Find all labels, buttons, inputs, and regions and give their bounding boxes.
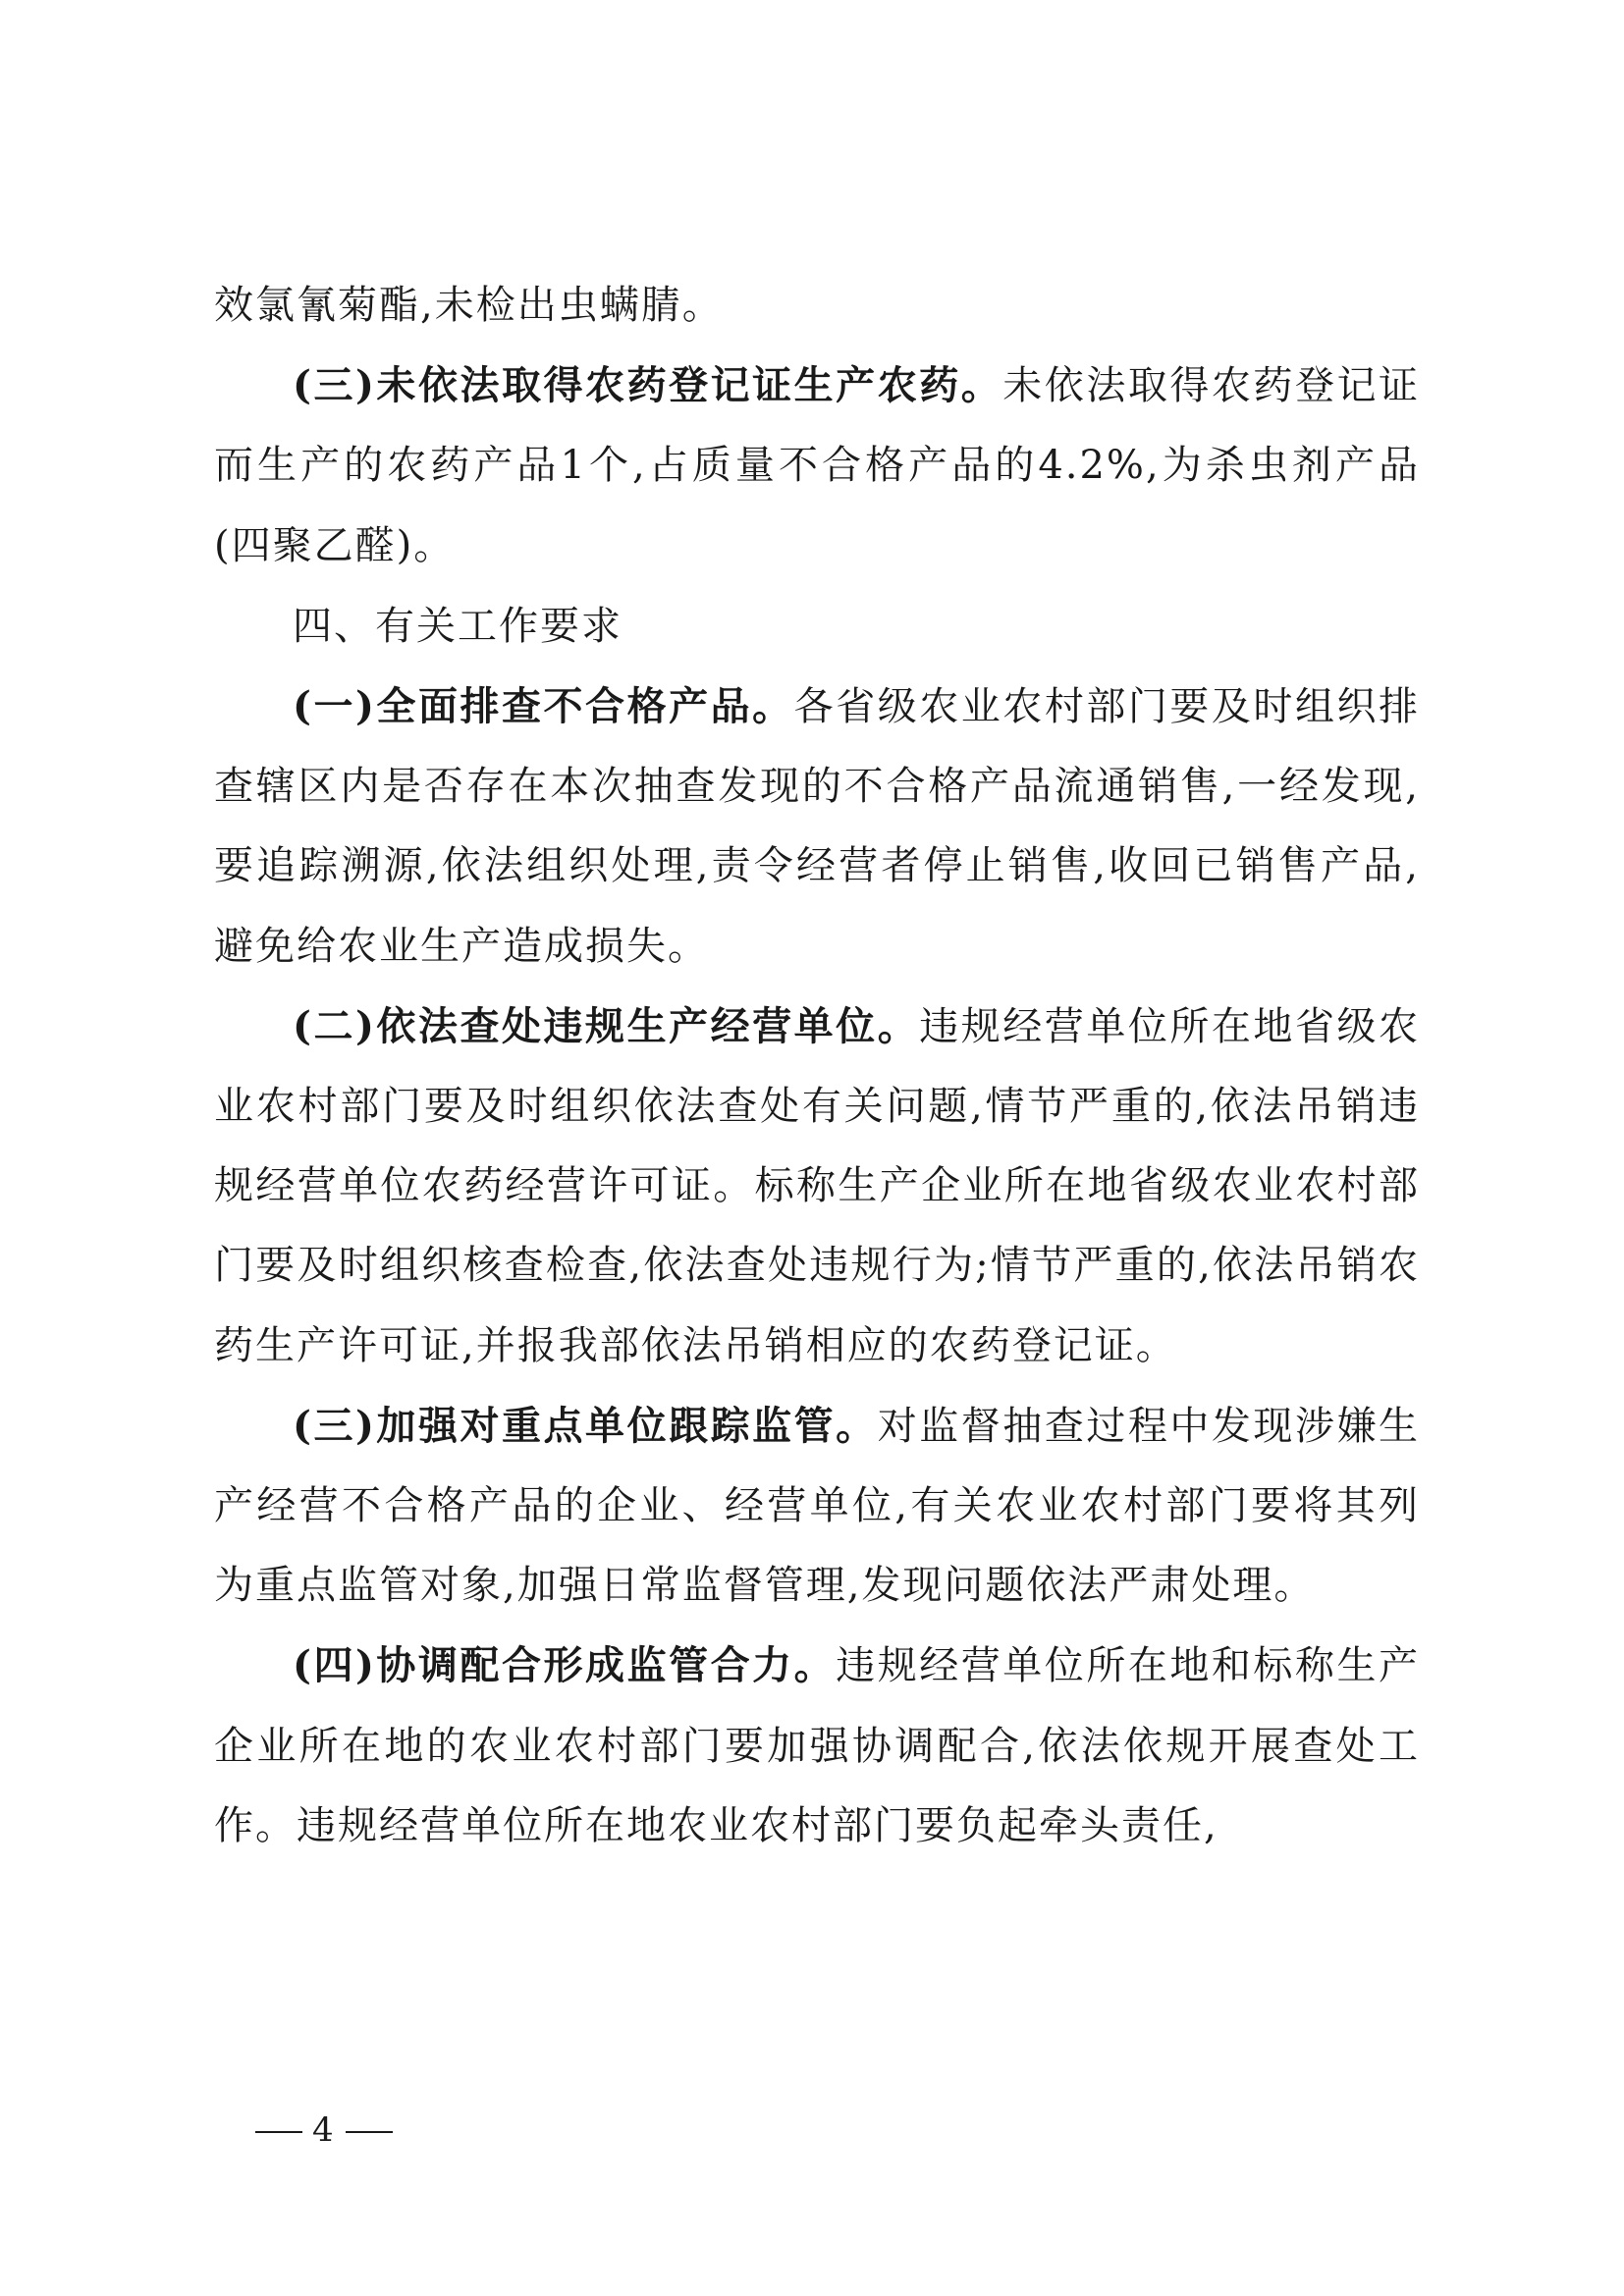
document-body	[214, 265, 1420, 1866]
page-footer	[245, 2110, 403, 2150]
footer-dash-right	[346, 2131, 393, 2133]
paragraph-lead: (三)未依法取得农药登记证生产农药。	[293, 362, 1003, 409]
paragraph-investigate-violators	[214, 987, 1420, 1386]
paragraph-unregistered-pesticide	[214, 346, 1420, 586]
paragraph-text: 各省级农业农村部门要及时组织排查辖区内是否存在本次抽查发现的不合格产品流通销售,一经发现,要追踪溯源,依法组织处理,责令经营者停止销售,收回已销售产品,避免给农业生产造成损失。	[214, 684, 1421, 969]
paragraph-lead: (二)依法查处违规生产经营单位。	[293, 1002, 920, 1049]
paragraph-track-key-units	[214, 1386, 1420, 1627]
paragraph-lead: (三)加强对重点单位跟踪监管。	[293, 1402, 878, 1449]
paragraph-text: 违规经营单位所在地和标称生产企业所在地的农业农村部门要加强协调配合,依法依规开展查处工作。违规经营单位所在地农业农村部门要负起牵头责任,	[214, 1643, 1420, 1848]
paragraph-inspect-products	[214, 667, 1420, 987]
paragraph-text: 未依法取得农药登记证而生产的农药产品1个,占质量不合格产品的4.2%,为杀虫剂产品(四聚乙醛)。	[214, 363, 1420, 568]
paragraph-text: 效氯氰菊酯,未检出虫螨腈。	[214, 283, 724, 328]
section-heading-text: 四、有关工作要求	[293, 603, 623, 649]
paragraph-coordinate-supervision	[214, 1626, 1420, 1866]
paragraph-lead: (四)协调配合形成监管合力。	[293, 1642, 837, 1689]
paragraph-text: 对监督抽查过程中发现涉嫌生产经营不合格产品的企业、经营单位,有关农业农村部门要将其列为重点监管对象,加强日常监督管理,发现问题依法严肃处理。	[214, 1403, 1421, 1609]
section-heading-work-requirements	[214, 586, 1420, 667]
page-number: 4	[312, 2110, 336, 2150]
paragraph-lead: (一)全面排查不合格产品。	[293, 683, 794, 730]
paragraph-text: 违规经营单位所在地省级农业农村部门要及时组织依法查处有关问题,情节严重的,依法吊销违规经营单位农药经营许可证。标称生产企业所在地省级农业农村部门要及时组织核查检查,依法查处违规行为;情节严重的,依法吊销农药生产许可证,并报我部依法吊销相应的农药登记证。	[214, 1003, 1420, 1368]
footer-dash-left	[255, 2131, 302, 2133]
paragraph-continuation	[214, 265, 1420, 346]
